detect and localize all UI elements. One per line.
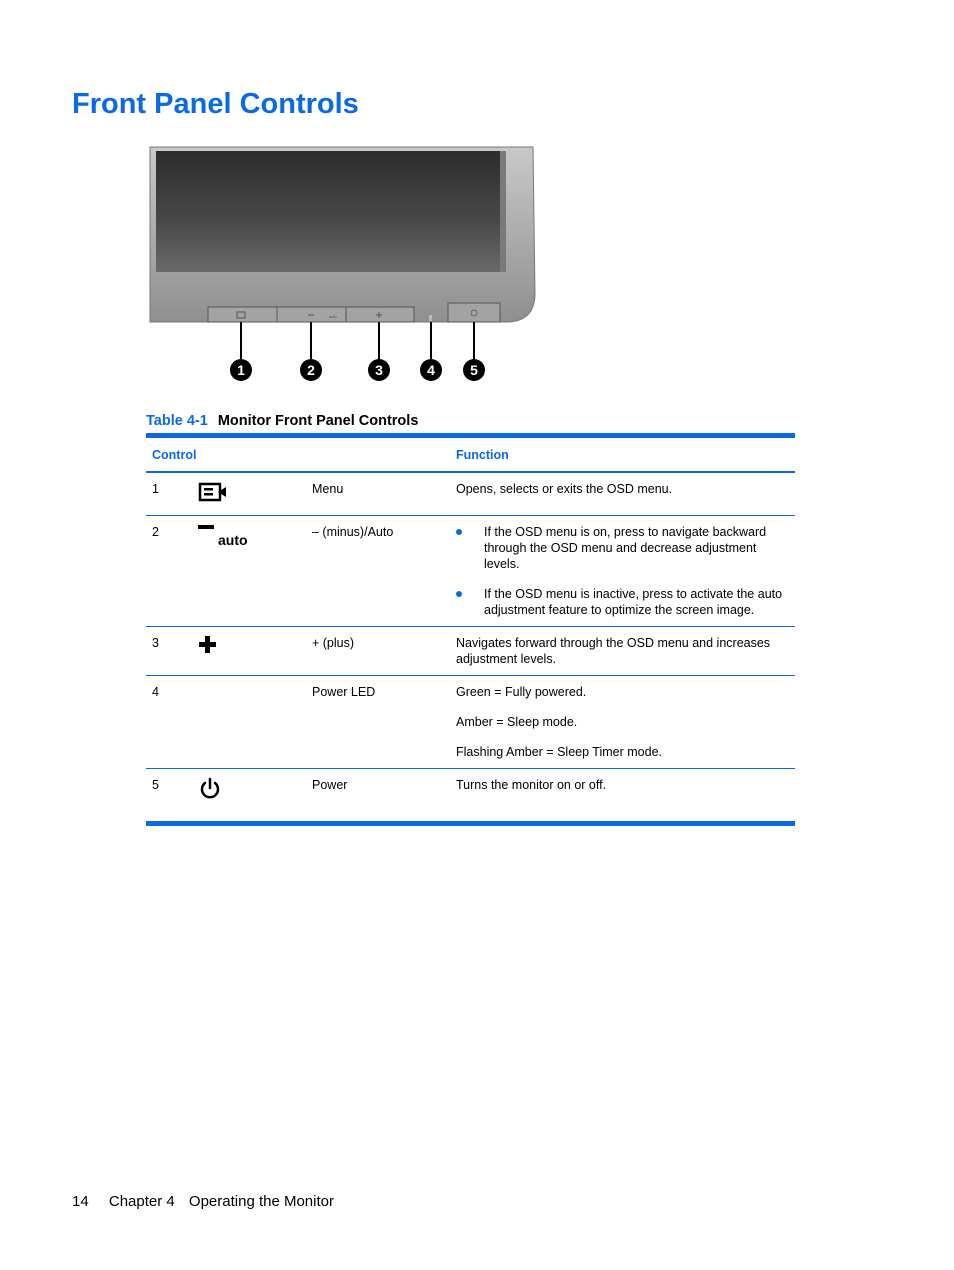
- table-header-row: [146, 436, 795, 473]
- callout-2: [300, 359, 322, 381]
- list-item: If the OSD menu is inactive, press to activate the auto adjustment feature to optimize the screen image.: [456, 586, 789, 618]
- svg-text:2: 2: [307, 362, 315, 378]
- led-status-line: Flashing Amber = Sleep Timer mode.: [456, 745, 662, 759]
- row-number: 1: [152, 482, 159, 496]
- row-number: 2: [152, 525, 159, 539]
- row-number: 3: [152, 636, 159, 650]
- monitor-illustration: [148, 145, 543, 390]
- svg-text:1: 1: [237, 362, 245, 378]
- table-row: [146, 627, 795, 676]
- page-title: Front Panel Controls: [72, 88, 359, 120]
- empty-icon-cell: [192, 676, 306, 769]
- control-name: Menu: [312, 482, 344, 496]
- svg-text:5: 5: [470, 362, 478, 378]
- led-status-line: Green = Fully powered.: [456, 685, 587, 699]
- table-row: [146, 676, 795, 769]
- callout-1: [230, 359, 252, 381]
- table-caption: [146, 413, 418, 429]
- header-function: Function: [450, 436, 795, 473]
- callout-5: [463, 359, 485, 381]
- page-footer: [72, 1193, 350, 1210]
- plus-icon: [192, 627, 306, 676]
- control-function: Navigates forward through the OSD menu and increases adjustment levels.: [456, 636, 771, 666]
- header-control: Control: [146, 436, 450, 473]
- control-function: Turns the monitor on or off.: [456, 778, 607, 792]
- power-icon: [192, 769, 306, 824]
- control-name: + (plus): [312, 636, 355, 650]
- svg-text:4: 4: [427, 362, 435, 378]
- minus-auto-icon: [192, 516, 306, 627]
- chapter-label: Chapter 4: [108, 1193, 175, 1210]
- function-bullets: [456, 524, 789, 618]
- menu-icon: [192, 472, 306, 516]
- controls-table: [146, 433, 795, 826]
- control-name: Power LED: [312, 685, 376, 699]
- list-item: If the OSD menu is on, press to navigate backward through the OSD menu and decrease adjustment levels.: [456, 524, 789, 572]
- table-caption-title: Monitor Front Panel Controls: [217, 413, 419, 429]
- monitor-front-panel-figure: [148, 145, 543, 390]
- callout-4: [420, 359, 442, 381]
- callout-3: [368, 359, 390, 381]
- control-function: [450, 676, 795, 769]
- table-row: [146, 769, 795, 824]
- page-number: 14: [72, 1193, 89, 1210]
- svg-text:3: 3: [375, 362, 383, 378]
- button-auto-label: auto: [329, 314, 337, 319]
- table-row: [146, 472, 795, 516]
- monitor-screen: [156, 151, 500, 272]
- table-caption-number: Table 4-1: [146, 413, 208, 429]
- row-number: 5: [152, 778, 159, 792]
- bullet-icon: [456, 591, 462, 597]
- controls-table-wrapper: [146, 433, 795, 826]
- bullet-icon: [456, 529, 462, 535]
- control-function: Opens, selects or exits the OSD menu.: [456, 482, 673, 496]
- chapter-title: Operating the Monitor: [188, 1193, 334, 1210]
- control-function: [450, 516, 795, 627]
- led-status-line: Amber = Sleep mode.: [456, 715, 578, 729]
- control-name: Power: [312, 778, 348, 792]
- svg-text:auto: auto: [218, 532, 248, 548]
- control-name: – (minus)/Auto: [312, 525, 394, 539]
- row-number: 4: [152, 685, 159, 699]
- table-row: [146, 516, 795, 627]
